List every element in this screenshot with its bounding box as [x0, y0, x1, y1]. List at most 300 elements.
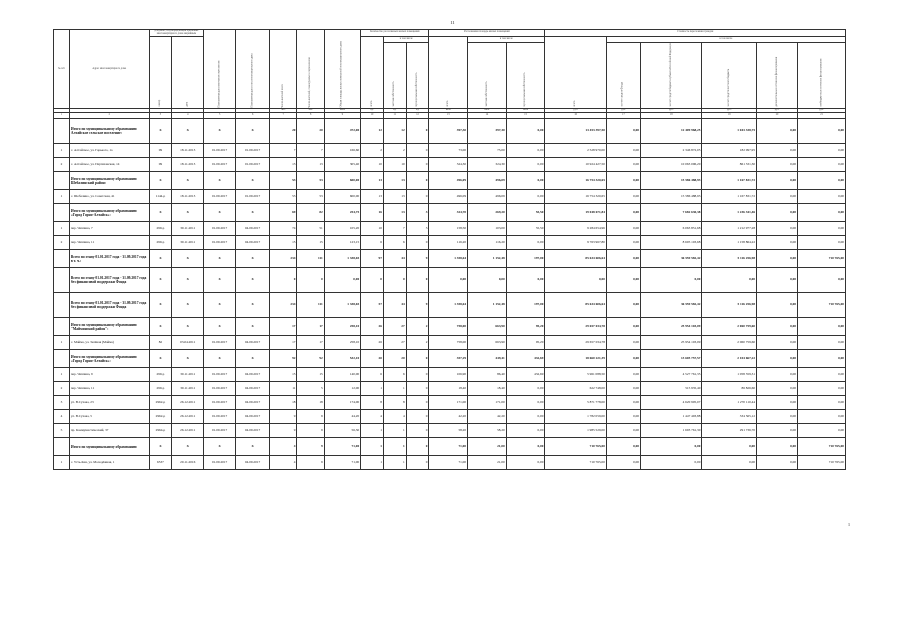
table-cell: 1 [54, 190, 70, 204]
table-cell: 0,00 [506, 172, 545, 190]
header-doc-number: номер [149, 36, 172, 109]
subtotal-row [54, 318, 846, 336]
table-cell: 0 [406, 424, 429, 438]
table-cell: 758,00 [429, 336, 468, 350]
header-count-group: Количество расселяемых жилых помещений [361, 30, 429, 37]
table-cell: 04.09.2017 [236, 396, 270, 410]
table-cell: 0,00 [798, 318, 846, 336]
header-cost-local: за счет средств местного бюджета [702, 42, 757, 109]
table-cell: 0,00 [798, 236, 846, 250]
table-cell: 18 660 221,39 [545, 350, 606, 368]
table-cell: 0,00 [506, 268, 545, 293]
table-cell: 5 116 256,98 [702, 250, 757, 268]
table-cell: X [204, 172, 236, 190]
table-cell: X [172, 268, 204, 293]
table-cell: 1 [383, 424, 406, 438]
table-cell: 663,90 [468, 318, 507, 336]
table-cell: 53 [270, 190, 297, 204]
table-cell: 92 [297, 350, 324, 368]
table-cell: 0,00 [798, 350, 846, 368]
address-cell: с. Шебалино, ул. Советская, 41 [69, 190, 149, 204]
table-cell: 116,20 [429, 236, 468, 250]
table-cell: X [172, 438, 204, 456]
table-cell: 105,20 [324, 222, 360, 236]
table-cell: X [149, 318, 172, 336]
table-cell: 140,00 [324, 368, 360, 382]
table-cell: 0 [406, 382, 429, 396]
table-cell: 0,00 [506, 410, 545, 424]
column-number: 12 [406, 113, 429, 119]
table-cell: 03.04.2011 [172, 336, 204, 350]
header-area-total: Общая площадь жилых помещений многоквартирного дома [324, 30, 360, 109]
table-cell: X [204, 350, 236, 368]
header-cost-total: всего [545, 36, 606, 109]
address-cell: пер. Чаплина, 11 [69, 236, 149, 250]
header-count-sub: в том числе [383, 36, 429, 42]
table-cell: 17 [297, 336, 324, 350]
table-cell: 09 [149, 144, 172, 158]
table-cell: 1 358,64 [429, 293, 468, 318]
table-cell: 01.09.2017 [204, 144, 236, 158]
header-cost-group: Стоимость переселения граждан [545, 30, 846, 37]
table-cell: 4 [270, 456, 297, 470]
table-cell: 1 [361, 382, 384, 396]
table-cell: 71,00 [429, 438, 468, 456]
table-cell: 04.09.2017 [236, 424, 270, 438]
table-row [54, 144, 846, 158]
table-cell: 0,00 [606, 382, 640, 396]
table-cell: 86,40 [468, 368, 507, 382]
column-number: 17 [606, 113, 640, 119]
table-cell: 74 [270, 222, 297, 236]
header-cost-sub: в том числе [606, 36, 845, 42]
table-cell: 0 [406, 268, 429, 293]
table-cell: 0,00 [757, 350, 798, 368]
table-cell: 7 [297, 144, 324, 158]
table-cell: 9 [297, 424, 324, 438]
table-cell: 8 [361, 396, 384, 410]
table-cell [54, 119, 70, 144]
table-cell: 861 331,30 [702, 158, 757, 172]
table-cell: 9 [297, 410, 324, 424]
table-cell: 1 167 831,72 [702, 190, 757, 204]
table-cell: 04.09.2017 [236, 410, 270, 424]
table-cell: 36 559 582,42 [641, 250, 702, 268]
column-number: 5 [204, 113, 236, 119]
table-cell: 42,20 [468, 410, 507, 424]
table-cell: 0,00 [798, 424, 846, 438]
table-cell: 1 [361, 424, 384, 438]
table-cell: 0,00 [468, 268, 507, 293]
table-row [54, 382, 846, 396]
table-cell: 1 236 341,46 [702, 204, 757, 222]
table-cell: 15 586 488,93 [641, 190, 702, 204]
table-cell: 4 [54, 410, 70, 424]
table-cell: 0,00 [606, 396, 640, 410]
table-cell: 8 605 103,68 [641, 236, 702, 250]
table-cell: 496,09 [468, 172, 507, 190]
column-number: 4 [172, 113, 204, 119]
table-cell: 26.12.2011 [172, 424, 204, 438]
header-area-group: Расселяемая площадь жилых помещений [429, 30, 545, 37]
table-cell: 01.09.2017 [204, 336, 236, 350]
table-cell: X [236, 119, 270, 144]
table-cell: 1 338,65 [324, 250, 360, 268]
table-cell: X [236, 438, 270, 456]
table-cell: 515 935,40 [641, 382, 702, 396]
table-row [54, 336, 846, 350]
address-cell: ул. В.Сухова, 23 [69, 396, 149, 410]
table-cell: 0 [270, 268, 297, 293]
table-cell: 171,00 [429, 396, 468, 410]
table-cell: 8 [383, 396, 406, 410]
table-cell: 15 586 488,93 [641, 172, 702, 190]
table-cell: 56,30 [324, 424, 360, 438]
table-cell: 1 [383, 438, 406, 456]
table-cell: 01.09.2017 [204, 410, 236, 424]
table-cell: 0,00 [757, 144, 798, 158]
table-cell: 01.09.2017 [204, 424, 236, 438]
table-cell: 357,29 [429, 350, 468, 368]
table-cell: X [236, 318, 270, 336]
table-cell: 1 [54, 336, 70, 350]
table-cell: 21,00 [468, 456, 507, 470]
table-cell: 0 [406, 396, 429, 410]
table-cell: 6 [383, 368, 406, 382]
table-cell: 1 985 529,00 [545, 424, 606, 438]
table-cell: 622 748,00 [545, 382, 606, 396]
table-cell: 12 [361, 119, 384, 144]
table-cell: 55,50 [506, 222, 545, 236]
table-cell: 9 [406, 293, 429, 318]
table-cell: 758,00 [429, 318, 468, 336]
table-cell: 0,00 [757, 396, 798, 410]
column-number: 18 [641, 113, 702, 119]
table-cell: 18 [270, 396, 297, 410]
table-cell: 1 693 761,30 [641, 424, 702, 438]
table-cell: 82 [149, 336, 172, 350]
address-cell: пер. Чаплина, 7 [69, 222, 149, 236]
header-area-total2: всего [429, 36, 468, 109]
table-cell: 0,00 [757, 410, 798, 424]
address-cell: пр. Коммунистический, 37 [69, 424, 149, 438]
table-cell: 0,00 [606, 190, 640, 204]
table-cell: 111 [297, 293, 324, 318]
table-cell: 20 [361, 350, 384, 368]
resettlement-table [53, 29, 846, 470]
table-cell: 7 682 630,38 [641, 204, 702, 222]
header-count-municipal: муниципальная собственность [406, 42, 429, 109]
table-cell: 12 [383, 119, 406, 144]
table-cell: 4 [383, 410, 406, 424]
table-cell: X [149, 204, 172, 222]
column-number: 1 [54, 113, 70, 119]
table-cell: 1 447 493,88 [641, 410, 702, 424]
table-cell: 0,00 [606, 456, 640, 470]
table-cell: 397,30 [429, 119, 468, 144]
table-cell: 0,00 [606, 119, 640, 144]
table-cell: 13 605 757,57 [641, 350, 702, 368]
subtotal-row [54, 119, 846, 144]
table-cell: 334 565,12 [702, 410, 757, 424]
table-cell: 1 058 359,31 [702, 368, 757, 382]
table-cell: 6537 [149, 456, 172, 470]
table-cell: 20.11.2016 [172, 456, 204, 470]
table-cell: 71,00 [429, 456, 468, 470]
table-cell: 0,00 [606, 293, 640, 318]
table-cell: 95,20 [506, 318, 545, 336]
table-cell: 85 634 606,64 [545, 293, 606, 318]
header-area-municipal: муниципальная собственность [506, 42, 545, 109]
table-cell: 21,00 [468, 438, 507, 456]
table-cell: 9 [297, 456, 324, 470]
table-cell: 30.11.2011 [172, 368, 204, 382]
table-cell: X [172, 172, 204, 190]
table-cell: 0,00 [506, 144, 545, 158]
table-cell: X [204, 268, 236, 293]
table-cell: 0,00 [798, 396, 846, 410]
table-cell: 01.09.2017 [204, 222, 236, 236]
table-cell: 710 765,00 [798, 250, 846, 268]
table-cell: 44 [383, 250, 406, 268]
table-cell: 600,00 [324, 172, 360, 190]
table-cell: 04.09.2017 [236, 222, 270, 236]
table-cell: 0,00 [606, 318, 640, 336]
table-cell: 92 [270, 350, 297, 368]
table-cell: 0,00 [798, 382, 846, 396]
column-number: 20 [757, 113, 798, 119]
header-planned-date: Планируемая дата окончания переселения [204, 30, 236, 109]
table-cell: 1 [54, 144, 70, 158]
table-cell: 15 [270, 368, 297, 382]
table-cell: 0,00 [606, 236, 640, 250]
table-cell: 0,00 [757, 222, 798, 236]
table-cell: 1 152,48 [468, 250, 507, 268]
table-cell: 0,00 [798, 119, 846, 144]
table-cell: 0,00 [757, 456, 798, 470]
table-cell: 0,00 [757, 368, 798, 382]
table-cell: 0,00 [606, 424, 640, 438]
subtotal-row [54, 438, 846, 456]
table-cell: 710 765,00 [545, 438, 606, 456]
table-cell: 0,00 [757, 336, 798, 350]
table-cell: 73,00 [429, 144, 468, 158]
table-cell: 57 [361, 293, 384, 318]
address-cell: Всего по этапу 01.01.2017 года - 31.09.2017 года в т. ч.: [69, 250, 149, 268]
table-cell: 0,00 [757, 438, 798, 456]
table-cell: 291 736,70 [702, 424, 757, 438]
table-cell: 0 [406, 190, 429, 204]
table-cell: 01.09.2017 [236, 190, 270, 204]
table-cell: 6 [361, 368, 384, 382]
table-cell: 600,00 [324, 190, 360, 204]
table-cell: 10 924 427,50 [545, 158, 606, 172]
table-row [54, 396, 846, 410]
table-cell: 1 167 831,72 [702, 172, 757, 190]
table-cell: 166,60 [324, 144, 360, 158]
table-row [54, 456, 846, 470]
table-cell: 10 [383, 158, 406, 172]
table-cell: 0 [406, 144, 429, 158]
table-cell: 1 270 110,44 [702, 396, 757, 410]
table-cell: 1 [361, 456, 384, 470]
column-number: 19 [702, 113, 757, 119]
table-cell: X [149, 119, 172, 144]
table-cell: 710 765,00 [798, 293, 846, 318]
table-cell [54, 293, 70, 318]
header-no: № п/п [54, 30, 70, 109]
table-cell: 10 063 096,20 [641, 158, 702, 172]
subtotal-row [54, 204, 846, 222]
table-cell: 1 [383, 456, 406, 470]
table-cell: 0,00 [798, 172, 846, 190]
table-cell: 258,10 [324, 336, 360, 350]
table-cell: 0,00 [606, 250, 640, 268]
table-cell: X [172, 350, 204, 368]
table-cell: 18,40 [429, 382, 468, 396]
table-cell: 0 [406, 438, 429, 456]
table-cell: 13 [383, 190, 406, 204]
table-row [54, 158, 846, 172]
table-cell: 324,70 [429, 204, 468, 222]
table-cell: X [236, 204, 270, 222]
table-cell: 0,00 [606, 222, 640, 236]
subtotal-row [54, 293, 846, 318]
header-area-private: частная собственность [468, 42, 507, 109]
table-cell: 26 [361, 318, 384, 336]
table-cell: 2 346 872,05 [641, 144, 702, 158]
address-cell: Итого по муниципальному образованию «Город Горно-Алтайск»: [69, 204, 149, 222]
subtotal-row [54, 172, 846, 190]
table-cell: 9 [270, 410, 297, 424]
table-cell: 1 [54, 222, 70, 236]
table-cell: 04.09.2017 [236, 382, 270, 396]
table-cell: 71,00 [324, 438, 360, 456]
table-cell: 13 [297, 158, 324, 172]
table-cell: 2 104 667,22 [702, 350, 757, 368]
column-number: 11 [383, 113, 406, 119]
table-cell: 0,00 [506, 236, 545, 250]
edge-mark: 1 [848, 522, 850, 527]
table-cell: X [149, 350, 172, 368]
table-cell: 09 [149, 158, 172, 172]
table-cell: 0,00 [606, 336, 640, 350]
table-cell: 432,69 [506, 350, 545, 368]
table-cell: 103,00 [468, 222, 507, 236]
table-cell: 55,50 [506, 204, 545, 222]
table-cell: 182 097,95 [702, 144, 757, 158]
header-residents: Число жителей всего [270, 30, 297, 109]
table-cell: 0,00 [798, 222, 846, 236]
table-cell: 258,10 [324, 318, 360, 336]
table-cell: 15 [297, 368, 324, 382]
table-cell: X [204, 438, 236, 456]
table-cell: 2 [406, 318, 429, 336]
table-cell: 27 [383, 318, 406, 336]
table-cell: X [149, 438, 172, 456]
table-cell: 30.11.2011 [172, 236, 204, 250]
table-row [54, 190, 846, 204]
table-cell: 17 [270, 318, 297, 336]
table-row [54, 222, 846, 236]
table-cell: 16 754 320,65 [545, 172, 606, 190]
table-cell: 01.09.2017 [236, 158, 270, 172]
table-cell: 01.09.2017 [236, 144, 270, 158]
table-cell: 234 [270, 250, 297, 268]
table-cell: 0,00 [506, 190, 545, 204]
table-cell: 0,00 [798, 158, 846, 172]
table-cell: 0,00 [757, 158, 798, 172]
table-cell: 10 [361, 222, 384, 236]
table-cell: 9 [406, 250, 429, 268]
table-cell [54, 438, 70, 456]
table-cell: 7 [270, 144, 297, 158]
subtotal-row [54, 350, 846, 368]
table-cell [54, 268, 70, 293]
table-cell: 171,00 [468, 396, 507, 410]
table-cell: 25 954 103,09 [641, 336, 702, 350]
header-planned-demolition: Планируемая дата сноса многоквартирного дома [236, 30, 270, 109]
table-cell: 397,30 [468, 119, 507, 144]
table-cell: 123,15 [324, 236, 360, 250]
table-cell: 0,00 [798, 144, 846, 158]
table-cell: 710 765,00 [798, 456, 846, 470]
table-cell: 30.11.2011 [172, 382, 204, 396]
table-cell: 1 212 977,28 [702, 222, 757, 236]
table-cell: 44,20 [324, 410, 360, 424]
header-residents-plan: Число жителей, планируемых к переселению [297, 30, 324, 109]
table-cell: 1 [361, 438, 384, 456]
table-cell: 30.11.2011 [172, 222, 204, 236]
table-cell: 710 765,00 [545, 456, 606, 470]
table-cell: 116,20 [468, 236, 507, 250]
table-cell: 0,00 [757, 119, 798, 144]
table-cell: 106,90 [429, 368, 468, 382]
table-cell: 1 [383, 382, 406, 396]
table-cell: 4 620 905,07 [641, 396, 702, 410]
table-cell: 2 528 970,00 [545, 144, 606, 158]
table-cell: 449,41 [468, 350, 507, 368]
table-cell: 2964-р [149, 424, 172, 438]
header-cost-over: внебюджетные источники финансирования [798, 42, 846, 109]
table-cell: X [236, 293, 270, 318]
table-cell: 532,10 [324, 350, 360, 368]
table-cell: 26 [361, 336, 384, 350]
table-cell: 1 338,65 [324, 293, 360, 318]
table-cell: 0 [361, 268, 384, 293]
column-number: 13 [429, 113, 468, 119]
table-cell: 1 [54, 368, 70, 382]
table-cell: 0,00 [757, 318, 798, 336]
table-cell [54, 350, 70, 368]
table-cell: 58,20 [468, 424, 507, 438]
table-cell: 13 453 397,50 [545, 119, 606, 144]
table-cell: 254,75 [324, 204, 360, 222]
table-cell: 0,00 [641, 456, 702, 470]
table-cell [54, 172, 70, 190]
table-cell: 13 [383, 172, 406, 190]
table-cell: 0,00 [506, 456, 545, 470]
address-cell: Итого по муниципальному образованию "Майминский район": [69, 318, 149, 336]
table-cell: 0,00 [506, 424, 545, 438]
table-cell: 0,00 [506, 382, 545, 396]
table-cell: X [172, 119, 204, 144]
table-cell: 1 152,48 [468, 293, 507, 318]
table-cell: 53 [297, 172, 324, 190]
table-cell: 0 [406, 368, 429, 382]
table-cell: 0,00 [798, 368, 846, 382]
table-cell: 10 [361, 158, 384, 172]
